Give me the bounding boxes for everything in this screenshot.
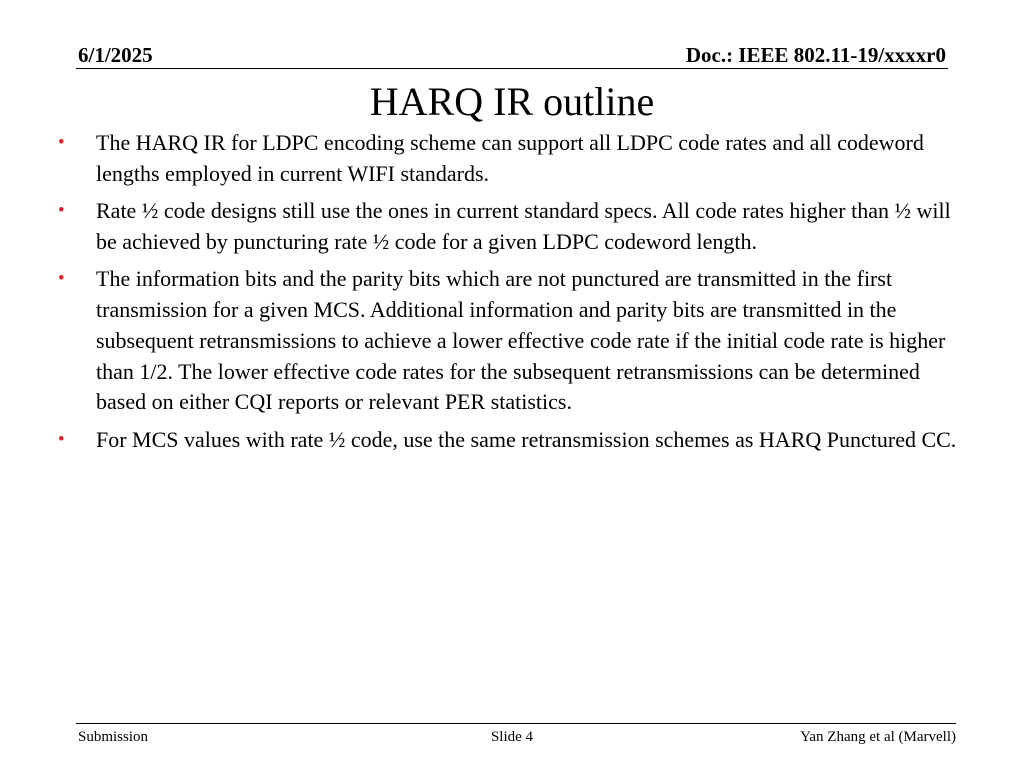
footer-slide-number: Slide 4: [490, 729, 534, 745]
bullet-text: The HARQ IR for LDPC encoding scheme can support all LDPC code rates and all codeword lengths employed in current WIFI standards.: [96, 130, 924, 186]
header-doc-id: Doc.: IEEE 802.11-19/xxxxr0: [685, 43, 946, 67]
bullet-text: Rate ½ code designs still use the ones in current standard specs. All code rates higher than ½ will be achieved by puncturing rate ½ code for a given LDPC codeword length.: [96, 198, 951, 254]
header-date: 6/1/2025: [78, 43, 153, 67]
bullet-dot-icon: •: [58, 428, 65, 450]
footer-divider: [76, 723, 956, 724]
bullet-item: [58, 264, 958, 418]
slide-title: HARQ IR outline: [369, 79, 655, 124]
footer-author: Yan Zhang et al (Marvell): [800, 729, 956, 745]
bullet-item: [58, 128, 958, 190]
bullet-text: For MCS values with rate ½ code, use the same retransmission schemes as HARQ Punctured CC.: [96, 426, 957, 452]
bullet-dot-icon: •: [58, 268, 65, 290]
bullet-item: [58, 425, 958, 456]
bullet-item: [58, 196, 958, 258]
bullet-dot-icon: •: [58, 132, 65, 153]
bullet-text: The information bits and the parity bits which are not punctured are transmitted in the first transmission for a given MCS. Additional information and parity bits are transmitted in the subsequent retransmissions to achieve a lower effective code rate if the initial code rate is higher than 1/2. The lower effective code rates for the subsequent retransmissions can be determined based on either CQI reports or relevant PER statistics.: [96, 266, 946, 415]
bullet-list: [58, 128, 958, 462]
header-divider: [76, 68, 948, 69]
bullet-dot-icon: •: [58, 200, 65, 222]
footer-submission: Submission: [78, 729, 149, 745]
